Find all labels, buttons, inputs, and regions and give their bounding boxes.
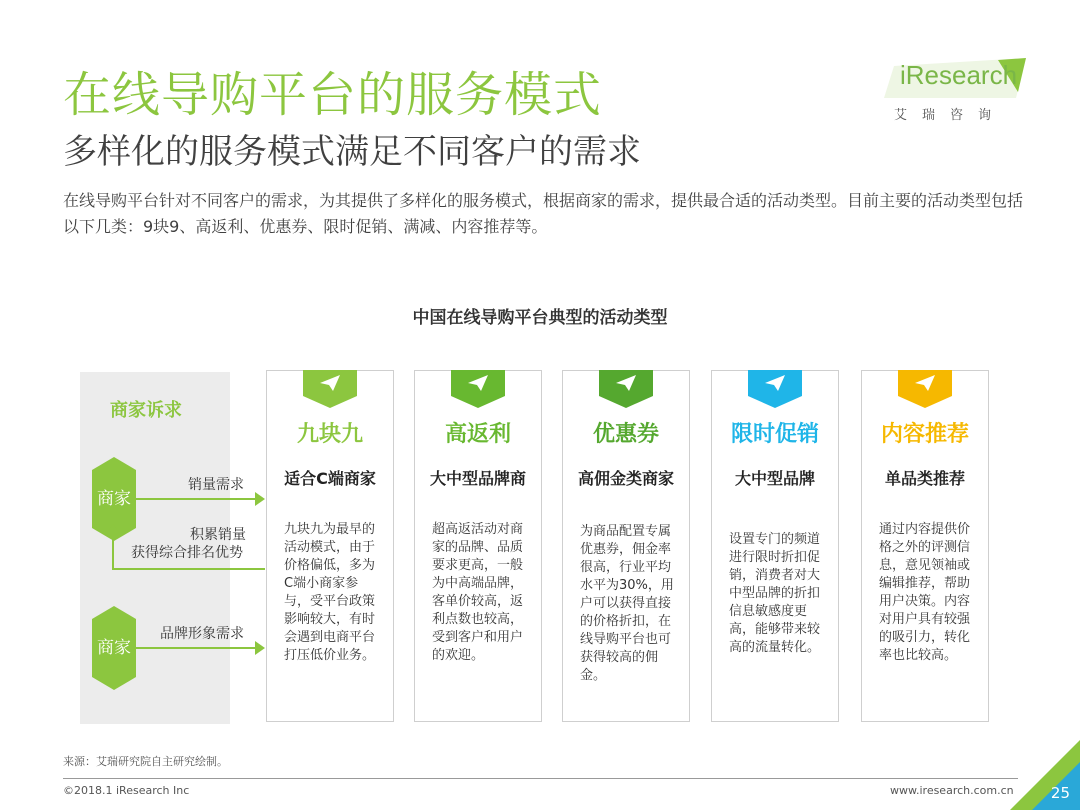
feedback-label-1: 积累销量: [190, 527, 246, 543]
activity-card-3: [562, 370, 690, 722]
copyright-text: ©2018.1 iResearch Inc: [63, 784, 190, 797]
card-5-description: 通过内容提供价格之外的评测信息，意见领袖或编辑推荐，帮助用户决策。内容对用户具有较强的吸引力，转化率也比较高。: [879, 522, 971, 663]
card-4-badge: [748, 370, 802, 396]
feedback-arrow-icon: [106, 524, 120, 534]
card-5-name: 内容推荐: [880, 422, 969, 447]
activity-card-2: [414, 370, 542, 722]
page-subtitle: 多样化的服务模式满足不同客户的需求: [63, 132, 641, 172]
website-link[interactable]: www.iresearch.com.cn: [890, 784, 1014, 797]
activity-card-1: [266, 370, 394, 722]
brand-demand-arrow-icon: [255, 641, 265, 655]
page-title: 在线导购平台的服务模式: [63, 67, 603, 123]
card-2-name: 高返利: [444, 422, 511, 447]
card-3-description: 为商品配置专属优惠券，佣金率很高，行业平均水平为30%，用户可以获得直接的价格折扣，在线导购平台也可获得较高的佣金。: [580, 524, 674, 683]
card-1-target: 适合C端商家: [284, 469, 376, 488]
paper-plane-icon: [320, 375, 340, 391]
card-3-name: 优惠券: [592, 422, 659, 447]
feedback-label-2: 获得综合排名优势: [131, 545, 243, 561]
card-5-target: 单品类推荐: [884, 469, 965, 488]
sales-demand-line: [136, 498, 256, 500]
card-2-badge: [451, 370, 505, 396]
brand-demand-label: 品牌形象需求: [160, 626, 244, 642]
card-5-badge: [898, 370, 952, 396]
card-1-description: 九块九为最早的活动模式，由于价格偏低，多为C端小商家参与，受平台政策影响较大，有时会遇到电商平台打压低价业务。: [284, 522, 376, 663]
feedback-line: [112, 568, 265, 570]
figure-title: 中国在线导购平台典型的活动类型: [412, 308, 668, 328]
merchant-hexagon-top: 商家: [92, 470, 136, 528]
paper-plane-icon: [915, 375, 935, 391]
logo-sub-text: 艾瑞咨询: [894, 108, 1007, 123]
source-note: 来源：艾瑞研究院自主研究绘制。: [63, 755, 228, 768]
card-3-target: 高佣金类商家: [577, 469, 674, 488]
card-1-name: 九块九: [296, 422, 363, 447]
intro-paragraph: 在线导购平台针对不同客户的需求，为其提供了多样化的服务模式，根据商家的需求，提供最合适的活动类型。目前主要的活动类型包括以下几类：9块9、高返利、优惠券、限时促销、满减、内容推荐等。: [63, 191, 1024, 236]
sales-demand-arrow-icon: [255, 492, 265, 506]
card-4-name: 限时促销: [730, 422, 819, 447]
sales-demand-label: 销量需求: [188, 477, 244, 493]
feedback-vertical-line: [112, 532, 114, 570]
card-4-target: 大中型品牌: [734, 469, 815, 488]
paper-plane-icon: [616, 375, 636, 391]
iresearch-logo: [880, 58, 1030, 126]
page-number: 25: [1050, 784, 1070, 802]
activity-card-4: [711, 370, 839, 722]
card-2-description: 超高返活动对商家的品牌、品质要求更高，一般为中高端品牌，客单价较高，返利点数也较高，受到客户和用户的欢迎。: [432, 522, 524, 663]
card-1-badge: [303, 370, 357, 396]
logo-brand-text: iResearch: [900, 60, 1018, 90]
footer-divider: [63, 778, 1018, 779]
card-3-badge: [599, 370, 653, 396]
merchant-hexagon-bottom: 商家: [92, 619, 136, 677]
activity-card-5: [861, 370, 989, 722]
card-2-target: 大中型品牌商: [429, 469, 526, 488]
paper-plane-icon: [765, 375, 785, 391]
brand-demand-line: [136, 647, 256, 649]
merchant-demand-heading: 商家诉求: [110, 400, 182, 421]
paper-plane-icon: [468, 375, 488, 391]
card-4-description: 设置专门的频道进行限时折扣促销，消费者对大中型品牌的折扣信息敏感度更高，能够带来较高的流量转化。: [729, 532, 821, 655]
